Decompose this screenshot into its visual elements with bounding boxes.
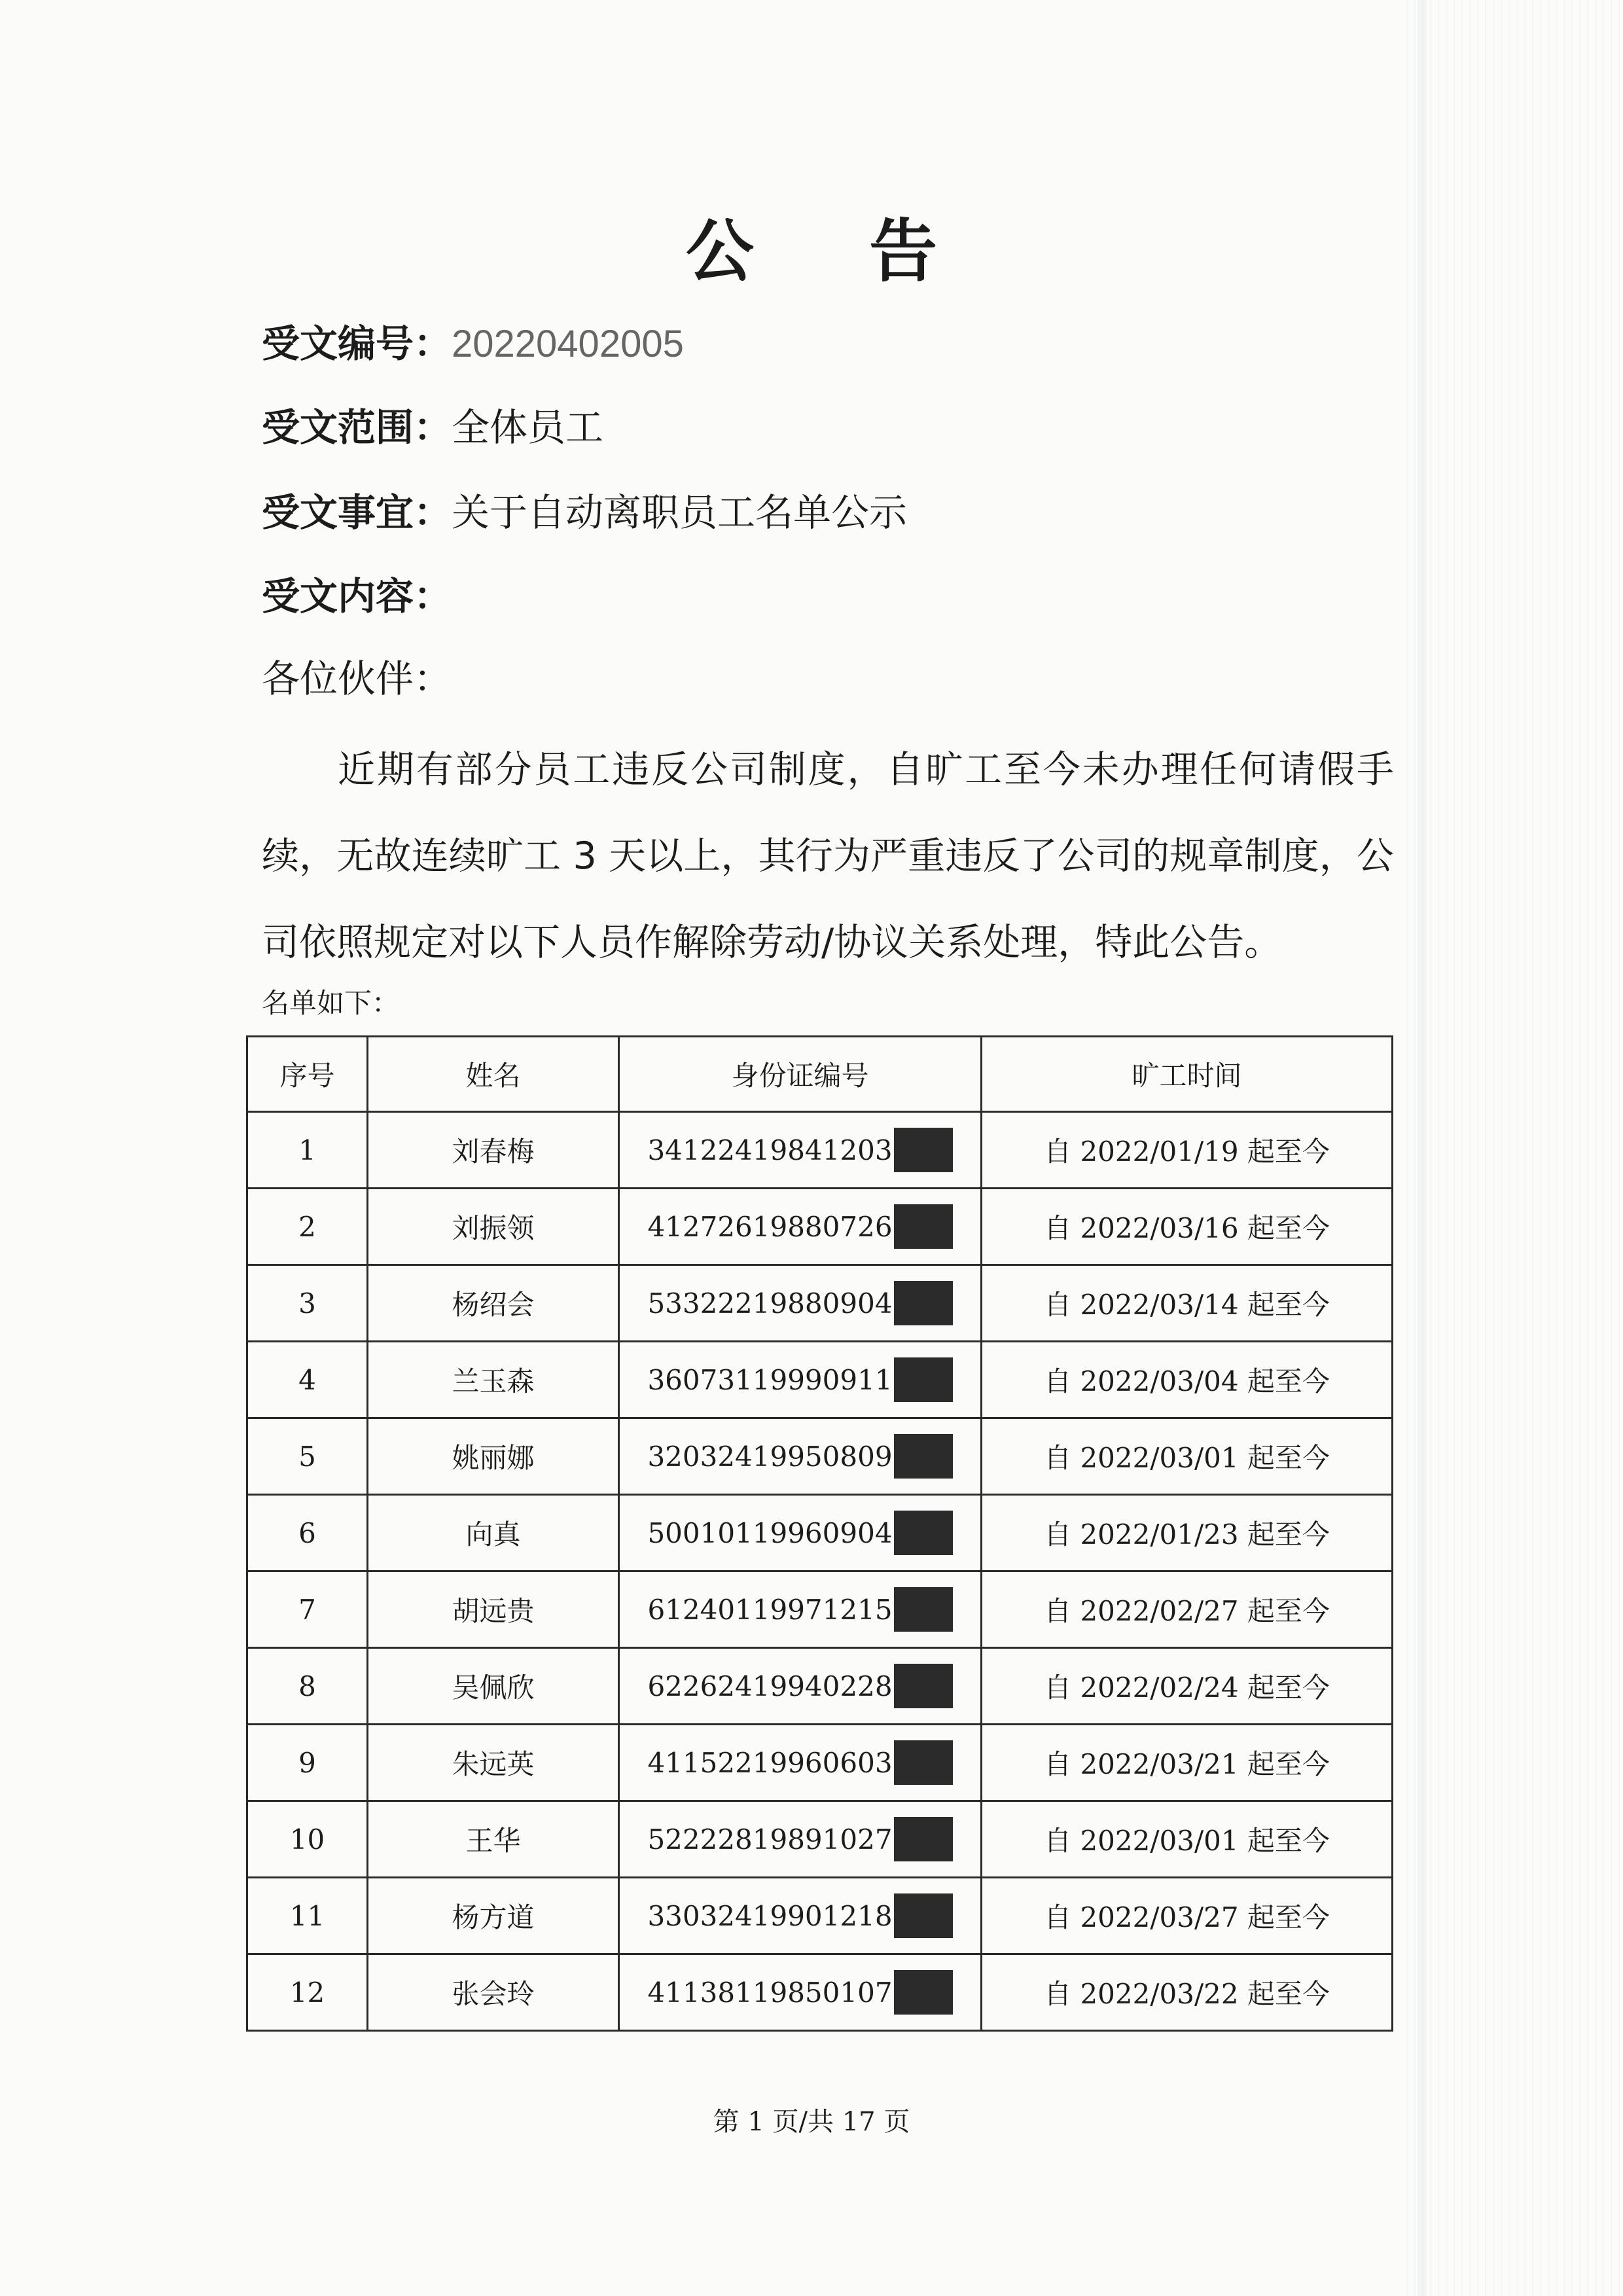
id-number-text: 53322219880904 bbox=[647, 1287, 893, 1319]
table-header-row bbox=[247, 1037, 1393, 1112]
list-label: 名单如下： bbox=[262, 987, 400, 1019]
cell-no: 12 bbox=[247, 1954, 368, 2031]
redaction-block bbox=[894, 1664, 953, 1708]
cell-no: 10 bbox=[247, 1801, 368, 1878]
id-number-text: 32032419950809 bbox=[647, 1440, 893, 1473]
id-number-text: 34122419841203 bbox=[647, 1134, 893, 1166]
scope-value: 全体员工 bbox=[452, 405, 604, 450]
id-number-text: 62262419940228 bbox=[647, 1670, 893, 1702]
redaction-block bbox=[894, 1893, 953, 1938]
table-row bbox=[247, 1265, 1393, 1342]
cell-no: 9 bbox=[247, 1725, 368, 1801]
cell-no: 5 bbox=[247, 1418, 368, 1495]
cell-period: 自 2022/03/01 起至今 bbox=[982, 1418, 1393, 1495]
cell-name: 胡远贵 bbox=[368, 1571, 619, 1648]
scope-field bbox=[262, 397, 603, 452]
header-no: 序号 bbox=[247, 1037, 368, 1112]
id-number-text: 52222819891027 bbox=[647, 1823, 893, 1856]
redaction-block bbox=[894, 1128, 953, 1172]
cell-id bbox=[619, 1189, 982, 1265]
cell-id bbox=[619, 1112, 982, 1189]
cell-id bbox=[619, 1265, 982, 1342]
id-number-text: 41272619880726 bbox=[647, 1210, 893, 1243]
cell-name: 刘振领 bbox=[368, 1189, 619, 1265]
redaction-block bbox=[894, 1817, 953, 1861]
cell-period: 自 2022/01/19 起至今 bbox=[982, 1112, 1393, 1189]
cell-no: 2 bbox=[247, 1189, 368, 1265]
table-row bbox=[247, 1112, 1393, 1189]
cell-name: 向真 bbox=[368, 1495, 619, 1571]
cell-no: 6 bbox=[247, 1495, 368, 1571]
redaction-block bbox=[894, 1511, 953, 1555]
content-label: 受文内容： bbox=[262, 574, 452, 619]
redaction-block bbox=[894, 1434, 953, 1479]
id-number-text: 41152219960603 bbox=[647, 1746, 893, 1779]
table-row bbox=[247, 1495, 1393, 1571]
table-row bbox=[247, 1878, 1393, 1954]
cell-id bbox=[619, 1725, 982, 1801]
doc-number-value: 20220402005 bbox=[452, 323, 684, 365]
cell-no: 11 bbox=[247, 1878, 368, 1954]
cell-id bbox=[619, 1878, 982, 1954]
header-name: 姓名 bbox=[368, 1037, 619, 1112]
doc-number-label: 受文编号： bbox=[262, 321, 452, 366]
redaction-block bbox=[894, 1587, 953, 1632]
subject-field bbox=[262, 482, 907, 537]
cell-period: 自 2022/03/01 起至今 bbox=[982, 1801, 1393, 1878]
id-number bbox=[647, 1281, 952, 1325]
cell-no: 7 bbox=[247, 1571, 368, 1648]
id-number-text: 50010119960904 bbox=[647, 1516, 893, 1549]
id-number bbox=[647, 1970, 952, 2015]
cell-no: 3 bbox=[247, 1265, 368, 1342]
header-id: 身份证编号 bbox=[619, 1037, 982, 1112]
absentee-table bbox=[246, 1035, 1393, 2032]
cell-no: 8 bbox=[247, 1648, 368, 1725]
id-number bbox=[647, 1587, 952, 1632]
cell-id bbox=[619, 1571, 982, 1648]
table-row bbox=[247, 1342, 1393, 1418]
table-row bbox=[247, 1648, 1393, 1725]
id-number bbox=[647, 1664, 952, 1708]
redaction-block bbox=[894, 1281, 953, 1325]
id-number-text: 41138119850107 bbox=[647, 1976, 893, 2009]
redaction-block bbox=[894, 1357, 953, 1402]
table-row bbox=[247, 1725, 1393, 1801]
greeting: 各位伙伴： bbox=[262, 656, 452, 701]
cell-period: 自 2022/02/27 起至今 bbox=[982, 1571, 1393, 1648]
id-number bbox=[647, 1204, 952, 1249]
cell-id bbox=[619, 1801, 982, 1878]
table-row bbox=[247, 1571, 1393, 1648]
subject-label: 受文事宜： bbox=[262, 490, 452, 535]
id-number bbox=[647, 1817, 952, 1861]
content-field bbox=[262, 565, 452, 620]
id-number bbox=[647, 1740, 952, 1785]
scope-label: 受文范围： bbox=[262, 405, 452, 450]
id-number-text: 36073119990911 bbox=[647, 1363, 893, 1396]
scan-artifact bbox=[1400, 0, 1623, 2296]
doc-number-field bbox=[262, 313, 684, 368]
cell-name: 张会玲 bbox=[368, 1954, 619, 2031]
cell-id bbox=[619, 1418, 982, 1495]
cell-period: 自 2022/03/22 起至今 bbox=[982, 1954, 1393, 2031]
cell-name: 吴佩欣 bbox=[368, 1648, 619, 1725]
cell-name: 杨绍会 bbox=[368, 1265, 619, 1342]
table-row bbox=[247, 1801, 1393, 1878]
redaction-block bbox=[894, 1970, 953, 2015]
redaction-block bbox=[894, 1204, 953, 1249]
subject-value: 关于自动离职员工名单公示 bbox=[452, 490, 908, 535]
cell-period: 自 2022/02/24 起至今 bbox=[982, 1648, 1393, 1725]
cell-period: 自 2022/03/14 起至今 bbox=[982, 1265, 1393, 1342]
id-number bbox=[647, 1511, 952, 1555]
cell-name: 杨方道 bbox=[368, 1878, 619, 1954]
cell-period: 自 2022/03/16 起至今 bbox=[982, 1189, 1393, 1265]
table-row bbox=[247, 1954, 1393, 2031]
id-number bbox=[647, 1434, 952, 1479]
cell-id bbox=[619, 1954, 982, 2031]
cell-name: 兰玉森 bbox=[368, 1342, 619, 1418]
cell-period: 自 2022/03/27 起至今 bbox=[982, 1878, 1393, 1954]
cell-period: 自 2022/03/04 起至今 bbox=[982, 1342, 1393, 1418]
id-number bbox=[647, 1357, 952, 1402]
id-number-text: 33032419901218 bbox=[647, 1899, 893, 1932]
id-number bbox=[647, 1893, 952, 1938]
scan-artifact bbox=[1418, 0, 1427, 2296]
table-row bbox=[247, 1189, 1393, 1265]
header-period: 旷工时间 bbox=[982, 1037, 1393, 1112]
cell-period: 自 2022/01/23 起至今 bbox=[982, 1495, 1393, 1571]
page-title: 公 告 bbox=[685, 211, 984, 291]
cell-no: 4 bbox=[247, 1342, 368, 1418]
cell-name: 刘春梅 bbox=[368, 1112, 619, 1189]
cell-name: 姚丽娜 bbox=[368, 1418, 619, 1495]
cell-name: 王华 bbox=[368, 1801, 619, 1878]
cell-id bbox=[619, 1342, 982, 1418]
redaction-block bbox=[894, 1740, 953, 1785]
cell-id bbox=[619, 1495, 982, 1571]
body-paragraph: 近期有部分员工违反公司制度，自旷工至今未办理任何请假手续，无故连续旷工 3 天以上，其行为严重违反了公司的规章制度，公司依照规定对以下人员作解除劳动/协议关系处理，特此公告。 bbox=[262, 748, 1394, 964]
cell-id bbox=[619, 1648, 982, 1725]
cell-period: 自 2022/03/21 起至今 bbox=[982, 1725, 1393, 1801]
page-footer: 第 1 页/共 17 页 bbox=[713, 2107, 910, 2137]
cell-no: 1 bbox=[247, 1112, 368, 1189]
table-row bbox=[247, 1418, 1393, 1495]
cell-name: 朱远英 bbox=[368, 1725, 619, 1801]
id-number-text: 61240119971215 bbox=[647, 1593, 893, 1626]
id-number bbox=[647, 1128, 952, 1172]
